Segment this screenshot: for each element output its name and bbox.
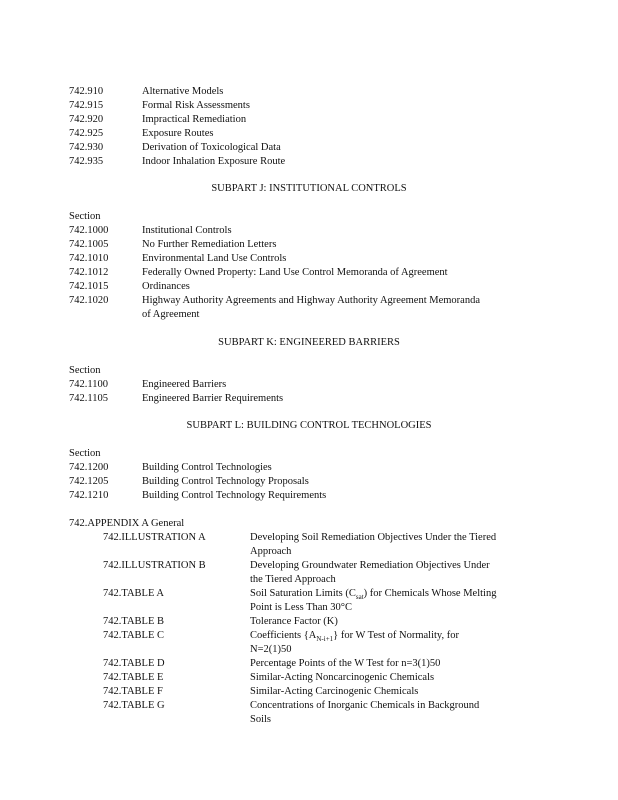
appendix-title: Concentrations of Inorganic Chemicals in Background [250,700,480,711]
appendix-number: 742.TABLE C [103,630,164,641]
section-number: 742.1020 [69,295,109,306]
section-title: Building Control Technologies [142,462,272,473]
appendix-number: 742.TABLE F [103,686,163,697]
section-number: 742.910 [69,86,104,97]
section-number: 742.1000 [69,225,109,236]
section-number: 742.1205 [69,476,109,487]
subscript: sat [355,593,364,602]
subscript: N-i+1 [316,635,334,644]
section-title: Exposure Routes [142,128,214,139]
section-number: 742.935 [69,156,104,167]
appendix-number: 742.TABLE G [103,700,165,711]
section-number: 742.1200 [69,462,109,473]
section-number: 742.1010 [69,253,109,264]
appendix-number: 742.ILLUSTRATION B [103,560,206,571]
appendix-title: Developing Soil Remediation Objectives Under the Tiered [250,532,497,543]
section-title: Federally Owned Property: Land Use Control Memoranda of Agreement [142,267,448,278]
document-page: 742.910 Alternative Models 742.915 Formal Risk Assessments 742.920 Impractical Remediation 742.925 Exposure Routes 742.930 Derivation of Toxicological Data 742.935 Indoor Inhalation Exposure Route SUBPART J: INSTITUTIONAL CONTROLS Section 742.1000 Institutional Controls 742.1005 No Further Remediation Letters 742.1010 Environmental Land Use Controls 742.1012 Federally Owned Property: Land Use Control Memoranda of Agreement 742.1015 Ordinances 742.1020 Highway Authority Agreements and Highway Authority Agreement Memoranda of Agreement SUBPART K: ENGINEERED BARRIERS Section 742.1100 Engineered Barriers 742.1105 Engineered Barrier Requirements SUBPART L: BUILDING CONTROL TECHNOLOGIES Section 742.1200 Building Control Technologies 742.1205 Building Control Technology Proposals 742.1210 Building Control Technology Requirements 742.APPENDIX A General 742.ILLUSTRATION A Developing Soil Remediation Objectives Under the Tiered Approach 742.ILLUSTRATION B Developing Groundwater Remediation Objectives Under the Tiered Approach 742.TABLE A Soil Saturation Limits $(C_{sat})$ for Chemicals Whose Melting Point is Less Than 30°C 742.TABLE B Tolerance Factor (K) 742.TABLE C Coefficients $\{A_{N-i+1}\}$ for W Test of Normality, for N=2(1)50 742.TABLE D Percentage Points of the W Test for n=3(1)50 742.TABLE E Similar-Acting Noncarcinogenic Chemicals 742.TABLE F Similar-Acting Carcinogenic Chemicals 742.TABLE G Concentrations of Inorganic Chemicals in Background Soils [0,0,618,800]
section-number: 742.1015 [69,281,109,292]
section-title: Ordinances [142,281,190,292]
section-title: Building Control Technology Requirements [142,490,327,501]
section-title: Engineered Barrier Requirements [142,393,284,404]
section-title: Engineered Barriers [142,379,227,390]
appendix-title: Similar-Acting Noncarcinogenic Chemicals [250,672,435,683]
appendix-title-continued: Approach [250,546,292,557]
section-title: Building Control Technology Proposals [142,476,309,487]
appendix-title: Tolerance Factor (K) [250,616,338,627]
appendix-title-continued: Soils [250,714,272,725]
section-title: Institutional Controls [142,225,232,236]
appendix-title: Similar-Acting Carcinogenic Chemicals [250,686,419,697]
appendix-number: 742.ILLUSTRATION A [103,532,206,543]
subpart-j-heading: SUBPART J: INSTITUTIONAL CONTROLS [211,183,407,194]
section-number: 742.915 [69,100,104,111]
section-number: 742.1210 [69,490,109,501]
appendix-number: 742.TABLE A [103,588,164,599]
appendix-title: Coefficients $\{A_{N-i+1}\}$ for W Test of Normality, for [250,630,459,644]
section-number: 742.1005 [69,239,109,250]
appendix-title-continued: N=2(1)50 [250,644,292,655]
section-number: 742.920 [69,114,104,125]
section-number: 742.925 [69,128,104,139]
appendix-number: 742.TABLE B [103,616,164,627]
section-title: Formal Risk Assessments [142,100,250,111]
section-number: 742.1100 [69,379,108,390]
section-title: Alternative Models [142,86,224,97]
section-number: 742.1105 [69,393,108,404]
section-title: Highway Authority Agreements and Highway Authority Agreement Memoranda [142,295,480,306]
section-title: Derivation of Toxicological Data [142,142,281,153]
subpart-l-heading: SUBPART L: BUILDING CONTROL TECHNOLOGIES [186,420,432,431]
section-title: No Further Remediation Letters [142,239,277,250]
section-number: 742.1012 [69,267,109,278]
subpart-k-heading: SUBPART K: ENGINEERED BARRIERS [218,337,400,348]
appendix-title: Soil Saturation Limits $(C_{sat})$ for Chemicals Whose Melting [250,588,497,602]
appendix-title: Developing Groundwater Remediation Objectives Under [250,560,490,571]
section-title: Environmental Land Use Controls [142,253,287,264]
section-number: 742.930 [69,142,104,153]
appendix-title-continued: Point is Less Than 30°C [250,602,353,613]
section-title-continued: of Agreement [142,309,200,320]
appendix-number: 742.TABLE E [103,672,164,683]
section-title: Impractical Remediation [142,114,247,125]
appendix-title-continued: the Tiered Approach [250,574,336,585]
appendix-number: 742.TABLE D [103,658,165,669]
appendix-title: Percentage Points of the W Test for n=3(1)50 [250,658,441,669]
section-title: Indoor Inhalation Exposure Route [142,156,286,167]
